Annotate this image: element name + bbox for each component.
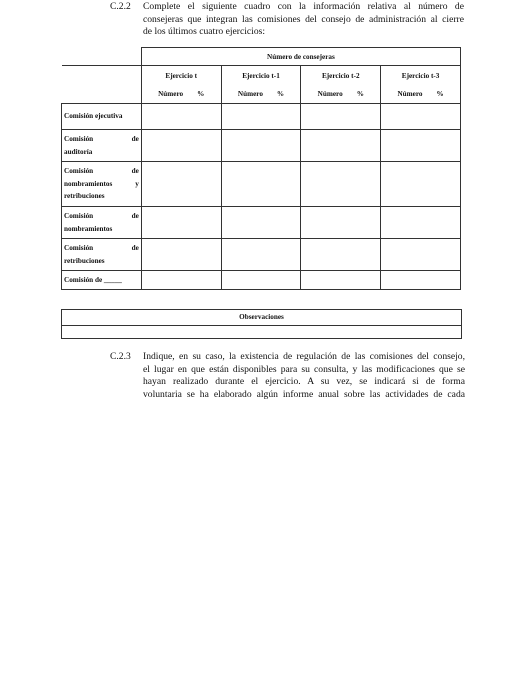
empty-corner-top [62,48,142,66]
c22-line-2: consejeras que integran las comisiones del consejo de administración al cierre [143,13,464,25]
observaciones-box [61,309,462,339]
sub-header-pct: % [356,89,364,98]
data-cell[interactable] [301,239,381,271]
period-label: Ejercicio t [165,71,198,80]
sub-header-number: Número [317,89,343,98]
c23-line-1: Indique, en su caso, la existencia de regulación de las comisiones del consejo, [143,351,465,362]
row-label: Comisión de _____ [62,271,142,290]
period-header-t [141,66,221,104]
consejeras-table [61,47,461,290]
data-cell[interactable] [141,239,221,271]
data-cell[interactable] [381,271,461,290]
group-header: Número de consejeras [141,48,460,66]
sub-header-number: Número [237,89,263,98]
sub-header-number: Número [158,89,184,98]
sub-header-number: Número [397,89,423,98]
sub-header-pct: % [276,89,285,98]
c23-line-2: el lugar en que están disponibles para su consulta, y las modificaciones que se [143,363,465,375]
table-row [62,207,461,239]
data-cell[interactable] [141,162,221,207]
c22-line-3: de los últimos cuatro ejercicios: [143,26,266,38]
data-cell[interactable] [301,104,381,130]
data-cell[interactable] [381,130,461,162]
period-label: Ejercicio t-1 [242,71,280,80]
data-cell[interactable] [381,162,461,207]
table-row [62,271,461,290]
data-cell[interactable] [221,162,301,207]
data-cell[interactable] [141,130,221,162]
data-cell[interactable] [301,271,381,290]
section-c22-text [143,1,464,39]
data-cell[interactable] [141,207,221,239]
section-number-c23: C.2.3 [110,351,131,362]
data-cell[interactable] [301,162,381,207]
table-row [62,162,461,207]
data-cell[interactable] [141,271,221,290]
row-label: Comisión de auditoría [62,130,142,162]
c23-line-4: voluntaria se ha elaborado algún informe anual sobre las actividades de cada [143,388,465,400]
c23-line-3: hayan realizado durante el ejercicio. A su vez, se indicará si de forma [143,376,465,388]
data-cell[interactable] [381,104,461,130]
row-label: Comisión de retribuciones [62,239,142,271]
observaciones-field[interactable] [62,326,461,338]
data-cell[interactable] [221,130,301,162]
table-row [62,104,461,130]
observaciones-header: Observaciones [62,310,461,326]
section-number-c22: C.2.2 [110,1,131,12]
data-cell[interactable] [301,207,381,239]
data-cell[interactable] [221,239,301,271]
c22-line-1: Complete el siguiente cuadro con la información relativa al número de [143,1,464,12]
data-cell[interactable] [141,104,221,130]
table-row [62,130,461,162]
data-cell[interactable] [221,207,301,239]
period-label: Ejercicio t-2 [321,71,360,80]
empty-corner-bottom [62,66,142,104]
sub-header-pct: % [197,89,205,98]
data-cell[interactable] [221,271,301,290]
row-label: Comisión de nombramientos [62,207,142,239]
sub-header-pct: % [436,89,444,98]
period-label: Ejercicio t-3 [401,71,440,80]
period-header-t2 [301,66,381,104]
row-label: Comisión ejecutiva [62,104,142,130]
period-header-t3 [381,66,461,104]
data-cell[interactable] [221,104,301,130]
section-c23-text [143,351,465,401]
data-cell[interactable] [381,207,461,239]
row-label: Comisión de nombramientos y retribuciones [62,162,142,207]
data-cell[interactable] [381,239,461,271]
table-row [62,239,461,271]
data-cell[interactable] [301,130,381,162]
period-header-t1 [221,66,301,104]
